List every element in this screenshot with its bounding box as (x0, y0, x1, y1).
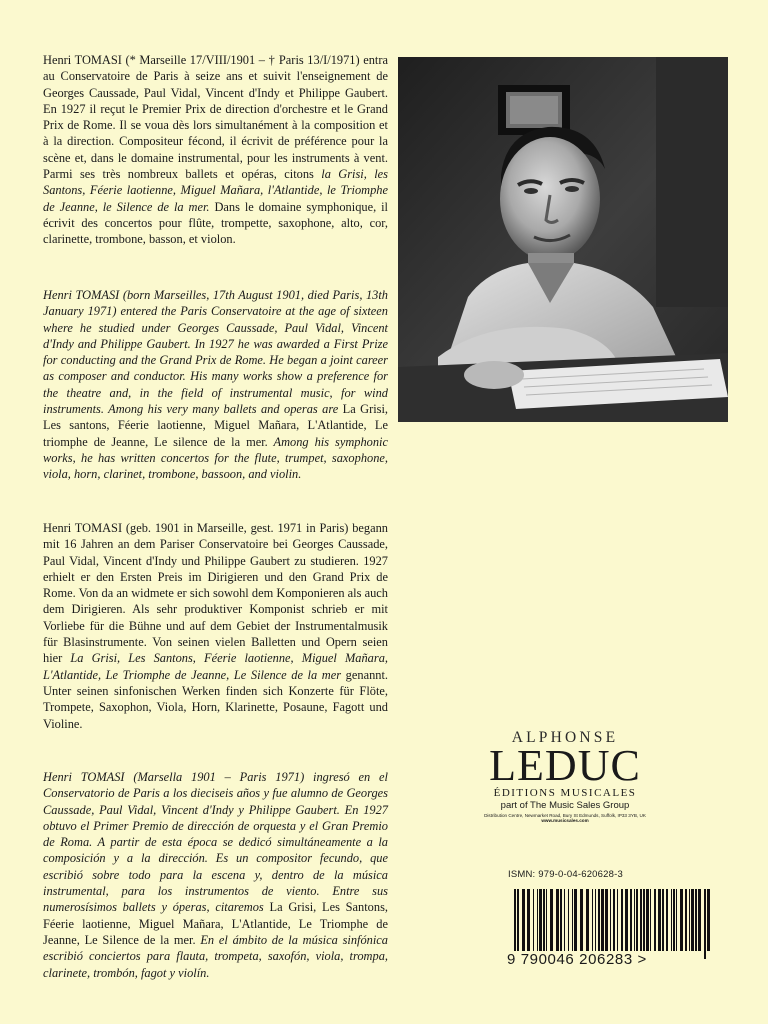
barcode-bar (568, 889, 569, 951)
barcode-bar (601, 889, 604, 951)
barcode-bar (621, 889, 623, 951)
barcode-bar (539, 889, 542, 951)
bio-es-segment: En el ámbito de la música sinfónica escribió conciertos para flauta, trompeta, saxofón, viola, trompa, clarinete, trombón, fagot y violín. (43, 932, 388, 980)
biography-german (43, 520, 388, 732)
barcode-bar (704, 889, 706, 959)
bio-fr-segment: Dans le domaine symphonique, il écrivit des concertos pour flûte, trompette, saxophone, alto, cor, clarinette, trombone, basson, et violon. (43, 199, 388, 247)
barcode-bar (634, 889, 635, 951)
publisher-website: www.musicsales.com (541, 818, 589, 823)
barcode-bar (598, 889, 600, 951)
barcode-bar (613, 889, 615, 951)
publisher-name-line3: ÉDITIONS MUSICALES (493, 787, 637, 799)
composer-portrait-photo (398, 57, 728, 422)
barcode-bar (572, 889, 573, 951)
barcode-bar (564, 889, 565, 951)
bio-de-segment: genannt. Unter seinen sinfonischen Werken finden sich Konzerte für Flöte, Trompete, Saxophon, Viola, Horn, Klarinette, Posaune, Fagott und Violine. (43, 667, 389, 731)
barcode-bar (691, 889, 694, 951)
barcode-bar (543, 889, 545, 951)
publisher-logo (470, 729, 660, 823)
barcode-bar (689, 889, 690, 951)
barcode-bar (630, 889, 632, 951)
barcode-bar (537, 889, 538, 951)
biography-english (43, 287, 388, 483)
bio-en-segment: Henri TOMASI (born Marseilles, 17th August 1901, died Paris, 13th January 1971) entered the Paris Conservatoire at the age of sixteen where he studied under Georges Caussade, Paul Vidal, Vincent d'Indy and Philippe Gaubert. In 1927 he was awarded a First Prize for conducting and the Grand Prix de Rome. He began a joint career as composer and conductor. His many works show a preference for the theatre and, in the field of instrumental music, for wind instruments. Among his very many ballets and operas are (43, 288, 388, 417)
barcode-bar (658, 889, 661, 951)
bio-de-segment: Henri TOMASI (geb. 1901 in Marseille, gest. 1971 in Paris) begann mit 16 Jahren an dem Pariser Conservatoire bei Georges Caussade, Paul Vidal, Vincent d'Indy und Philippe Gaubert zu studieren. 1927 erhielt er den Ersten Preis im Dirigieren und den Grand Prix de Rome. Von da an widmete er sich sowohl dem Komponieren als auch dem Dirigieren. Als sehr produktiver Komponist schrieb er mit Vorliebe für die Bühne und auf dem Gebiet der Instrumentalmusik für Blasinstrumente. Von seinen vielen Balletten und Opern seien hier (43, 521, 388, 666)
bio-de-segment: La Grisi, Les Santons, Féerie laotienne, Miguel Mañara, L'Atlantide, Le Triomphe de Jeanne, Le Silence de la mer (43, 651, 388, 682)
barcode-bar (636, 889, 638, 951)
barcode-bar (666, 889, 668, 951)
bio-es-segment: La Grisi, Les Santons, Féerie laotienne, Miguel Mañara, L'Atlantide, Le Triomphe de Jeanne, Le Silence de la mer. (43, 900, 388, 947)
barcode-bar (646, 889, 649, 951)
barcode-bar (546, 889, 547, 951)
barcode-bar (707, 889, 710, 951)
barcode-bar (522, 889, 525, 951)
barcode-bar (676, 889, 677, 951)
barcode-bar (698, 889, 701, 951)
barcode-bar (595, 889, 596, 951)
barcode-bar (527, 889, 530, 951)
barcode-bar (625, 889, 628, 951)
biography-french (43, 52, 388, 248)
bio-en-segment: La Grisi, Les santons, Féerie laotienne, Miguel Mañara, L'Atlantide, Le triomphe de Jeanne, Le silence de la mer. (43, 402, 388, 449)
barcode-bar (556, 889, 559, 951)
barcode-bar (662, 889, 664, 951)
barcode-bar (673, 889, 675, 951)
barcode-bar (533, 889, 534, 951)
barcode-bar (560, 889, 562, 951)
bio-fr-segment: Henri TOMASI (* Marseille 17/VIII/1901 – † Paris 13/I/1971) entra au Conservatoire de Paris à seize ans et suivit l'enseignement de Georges Caussade, Paul Vidal, Vincent d'Indy et Philippe Gaubert. En 1927 il reçut le Premier Prix de direction d'orchestre et le Grand Prix de Rome. Il se voua dès lors simultanément à la composition et à la direction. Compositeur fécond, il écrivit de préférence pour la scène et, dans le domaine instrumental, pour les instruments à vent. Parmi ses très nombreux ballets et opéras, citons (43, 53, 388, 182)
barcode-bar (650, 889, 651, 951)
ismn-number: ISMN: 979-0-04-620628-3 (508, 869, 623, 880)
publisher-group: part of The Music Sales Group (500, 800, 630, 811)
barcode-bar (654, 889, 656, 951)
publisher-name-line2: LEDUC (489, 741, 641, 790)
publisher-address: Distribution Centre, Newmarket Road, Bury St Edmunds, Suffolk, IP33 3YB, UK (484, 813, 646, 818)
barcode-bar (685, 889, 687, 951)
publisher-name-line1: ALPHONSE (511, 729, 619, 746)
barcode-bar (574, 889, 577, 951)
barcode-bar (550, 889, 553, 951)
barcode-bar (695, 889, 697, 951)
bio-en-segment: Among his symphonic works, he has written concertos for the flute, trumpet, saxophone, viola, horn, clarinet, trombone, bassoon, and violin. (43, 434, 388, 482)
bio-es-segment: Henri TOMASI (Marsella 1901 – Paris 1971) ingresó en el Conservatorio de Paris a los dieciseis años y fue alumno de Georges Caussade, Paul Vidal, Vincent d'Indy y Philippe Gaubert. En 1927 obtuvo el Primer Premio de dirección de orquesta y el Gran Premio de Roma. A partir de esta época se dedicó simultáneamente a la composición y a la dirección. Es un compositor fecundo, que escribió sobre todo para la escena y, dentro de la música instrumental, para los instrumentos de viento. Entre sus numerosísimos ballets y óperas, citaremos (43, 770, 388, 915)
barcode-bar (586, 889, 589, 951)
barcode-digits: 9 790046 206283 > (507, 951, 647, 968)
barcode-bar (514, 889, 516, 959)
barcode-bar (610, 889, 611, 959)
barcode-bar (580, 889, 583, 951)
barcode-bar (605, 889, 608, 951)
barcode-bar (517, 889, 519, 959)
barcode-bar (680, 889, 683, 951)
barcode-bar (671, 889, 672, 951)
biography-spanish (43, 769, 388, 981)
barcode-bar (643, 889, 645, 951)
bio-fr-segment: la Grisi, les Santons, Féerie laotienne, Miguel Mañara, l'Atlantide, le Triomphe de Jeanne, le Silence de la mer. (43, 167, 388, 214)
barcode-bar (617, 889, 618, 951)
barcode-bar (592, 889, 593, 951)
barcode-bar (640, 889, 642, 951)
